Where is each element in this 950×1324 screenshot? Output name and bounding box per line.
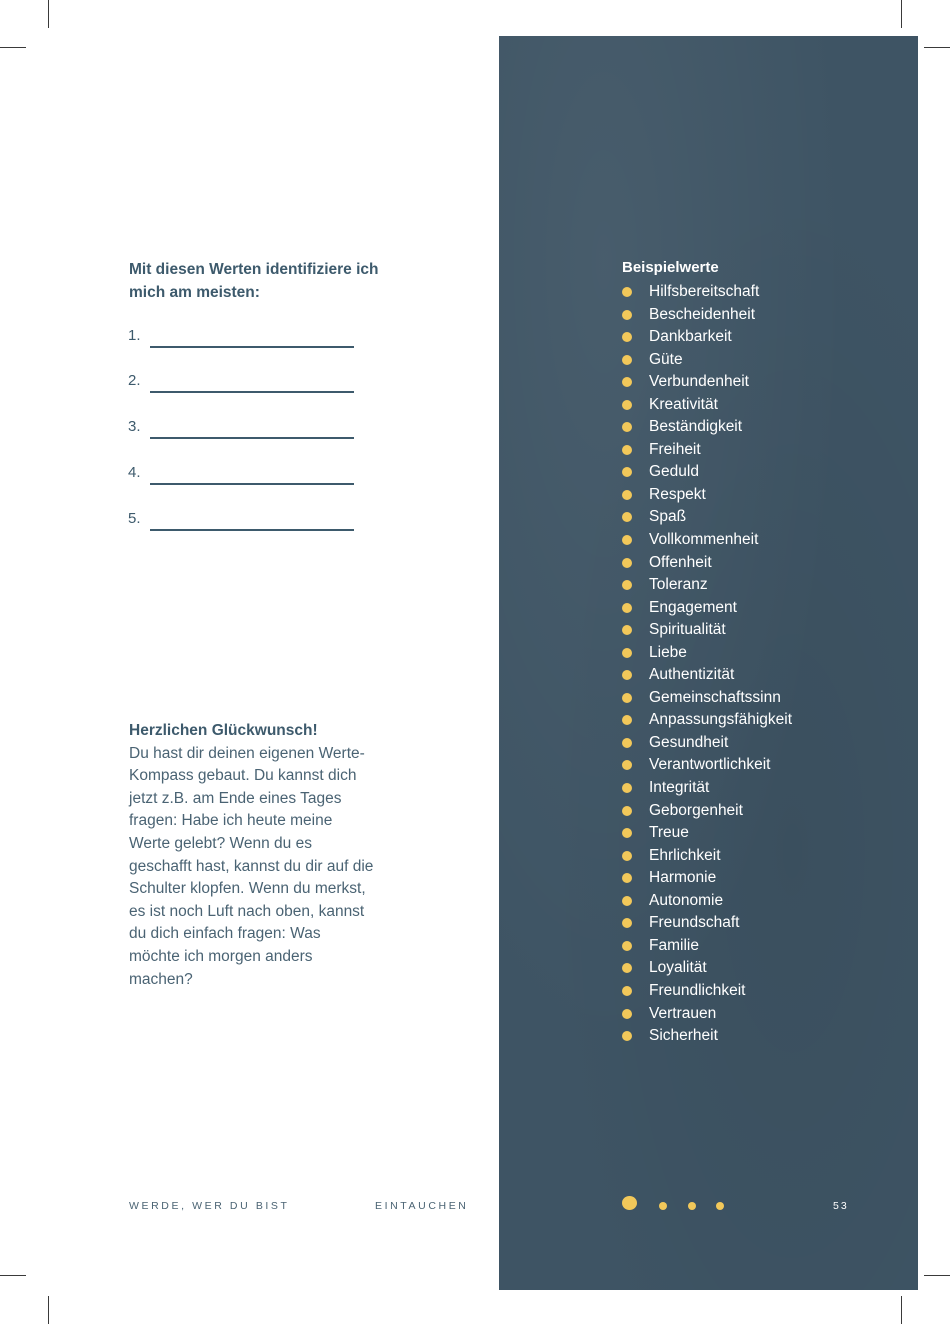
value-item: [620, 912, 792, 935]
value-item: [620, 416, 792, 439]
congrats-text: [129, 720, 374, 991]
bullet-dot-icon: [622, 580, 632, 590]
pagination-dot: [688, 1202, 696, 1210]
value-item: [620, 687, 792, 710]
pagination-dot-active: [622, 1196, 637, 1210]
value-item: [620, 619, 792, 642]
blank-line[interactable]: [150, 529, 354, 531]
value-label: Spaß: [649, 508, 687, 526]
value-item: [620, 980, 792, 1003]
value-item: [620, 867, 792, 890]
value-label: Bescheidenheit: [649, 305, 755, 323]
bullet-dot-icon: [622, 715, 632, 725]
bullet-dot-icon: [622, 670, 632, 680]
value-label: Familie: [649, 936, 699, 954]
blank-line[interactable]: [150, 391, 354, 393]
value-item: [620, 484, 792, 507]
bullet-dot-icon: [622, 963, 632, 973]
value-item: [620, 439, 792, 462]
bullet-dot-icon: [622, 512, 632, 522]
bullet-dot-icon: [622, 625, 632, 635]
value-label: Freundschaft: [649, 914, 740, 932]
bullet-dot-icon: [622, 828, 632, 838]
blank-line[interactable]: [150, 437, 354, 439]
value-item: [620, 664, 792, 687]
blank-number: 1.: [128, 327, 141, 344]
value-label: Verbundenheit: [649, 373, 749, 391]
value-item: [620, 935, 792, 958]
value-item: [620, 754, 792, 777]
value-label: Gemeinschaftssinn: [649, 688, 781, 706]
congrats-body: Du hast dir deinen eigenen Werte-Kompass gebaut. Du kannst dich jetzt z.B. am Ende eines Tages fragen: Habe ich heute meine Werte gelebt? Wenn du es geschafft hast, kannst du dir auf die Schulter klopfen. Wenn du merkst, es ist noch Luft nach oben, kannst du dich einfach fragen: Was möchte ich morgen anders machen?: [129, 744, 374, 988]
value-label: Autonomie: [649, 891, 724, 909]
bullet-dot-icon: [622, 873, 632, 883]
crop-mark: [0, 47, 26, 48]
value-label: Verantwortlichkeit: [649, 756, 771, 774]
value-label: Sicherheit: [649, 1027, 718, 1045]
value-label: Freundlichkeit: [649, 981, 746, 999]
value-item: [620, 845, 792, 868]
value-label: Spiritualität: [649, 621, 726, 639]
value-item: [620, 597, 792, 620]
bullet-dot-icon: [622, 558, 632, 568]
footer-book-title: WERDE, WER DU BIST: [129, 1200, 290, 1212]
pagination-dot: [716, 1202, 724, 1210]
pagination-dots: [620, 1195, 740, 1215]
value-label: Offenheit: [649, 553, 712, 571]
value-item: [620, 800, 792, 823]
value-label: Anpassungsfähigkeit: [649, 711, 793, 729]
value-item: [620, 642, 792, 665]
blank-number: 2.: [128, 372, 141, 389]
bullet-dot-icon: [622, 377, 632, 387]
value-item: [620, 506, 792, 529]
value-label: Gesundheit: [649, 733, 729, 751]
crop-mark: [924, 47, 950, 48]
value-label: Harmonie: [649, 869, 717, 887]
value-label: Engagement: [649, 598, 737, 616]
value-label: Dankbarkeit: [649, 328, 732, 346]
value-item: [620, 1025, 792, 1048]
value-label: Liebe: [649, 643, 687, 661]
value-label: Kreativität: [649, 395, 718, 413]
value-label: Hilfsbereitschaft: [649, 283, 760, 300]
examples-title: Beispielwerte: [622, 259, 719, 276]
bullet-dot-icon: [622, 422, 632, 432]
value-label: Beständigkeit: [649, 418, 743, 436]
bullet-dot-icon: [622, 760, 632, 770]
value-label: Authentizität: [649, 666, 735, 684]
bullet-dot-icon: [622, 738, 632, 748]
value-item: [620, 529, 792, 552]
bullet-dot-icon: [622, 1031, 632, 1041]
crop-mark: [48, 0, 49, 28]
value-item: [620, 349, 792, 372]
blank-number: 5.: [128, 510, 141, 527]
value-item: [620, 574, 792, 597]
value-item: [620, 822, 792, 845]
footer-chapter: EINTAUCHEN: [375, 1200, 469, 1212]
value-label: Toleranz: [649, 576, 708, 594]
value-label: Integrität: [649, 779, 710, 797]
intro-heading: Mit diesen Werten identifiziere ich mich am meisten:: [129, 261, 379, 301]
page-number: 53: [833, 1200, 849, 1212]
value-label: Loyalität: [649, 959, 707, 977]
value-item: [620, 957, 792, 980]
bullet-dot-icon: [622, 535, 632, 545]
pagination-dot: [659, 1202, 667, 1210]
bullet-dot-icon: [622, 1009, 632, 1019]
bullet-dot-icon: [622, 310, 632, 320]
value-item: [620, 732, 792, 755]
value-label: Vollkommenheit: [649, 531, 759, 549]
bullet-dot-icon: [622, 693, 632, 703]
value-item: [620, 461, 792, 484]
blank-line[interactable]: [150, 346, 354, 348]
blank-line[interactable]: [150, 483, 354, 485]
bullet-dot-icon: [622, 355, 632, 365]
bullet-dot-icon: [622, 896, 632, 906]
bullet-dot-icon: [622, 941, 632, 951]
values-list: [620, 281, 792, 1048]
value-label: Treue: [649, 824, 689, 842]
value-item: [620, 326, 792, 349]
value-item: [620, 304, 792, 327]
value-item: [620, 394, 792, 417]
crop-mark: [924, 1275, 950, 1276]
value-label: Ehrlichkeit: [649, 846, 721, 864]
value-label: Respekt: [649, 485, 706, 503]
congrats-title: Herzlichen Glückwunsch!: [129, 722, 318, 739]
bullet-dot-icon: [622, 400, 632, 410]
crop-mark: [48, 1296, 49, 1324]
bullet-dot-icon: [622, 918, 632, 928]
blank-number: 4.: [128, 464, 141, 481]
bullet-dot-icon: [622, 467, 632, 477]
bullet-dot-icon: [622, 806, 632, 816]
value-item: [620, 371, 792, 394]
value-label: Geborgenheit: [649, 801, 743, 819]
bullet-dot-icon: [622, 986, 632, 996]
value-item: [620, 281, 792, 304]
value-label: Geduld: [649, 463, 699, 481]
bullet-dot-icon: [622, 287, 632, 297]
value-item: [620, 709, 792, 732]
bullet-dot-icon: [622, 851, 632, 861]
bullet-dot-icon: [622, 648, 632, 658]
bullet-dot-icon: [622, 332, 632, 342]
bullet-dot-icon: [622, 603, 632, 613]
value-item: [620, 777, 792, 800]
value-item: [620, 1003, 792, 1026]
bullet-dot-icon: [622, 783, 632, 793]
crop-mark: [901, 0, 902, 28]
blank-number: 3.: [128, 418, 141, 435]
crop-mark: [0, 1275, 26, 1276]
crop-mark: [901, 1296, 902, 1324]
value-label: Vertrauen: [649, 1004, 717, 1022]
bullet-dot-icon: [622, 445, 632, 455]
value-item: [620, 552, 792, 575]
value-label: Güte: [649, 350, 683, 368]
value-label: Freiheit: [649, 440, 701, 458]
value-item: [620, 890, 792, 913]
bullet-dot-icon: [622, 490, 632, 500]
